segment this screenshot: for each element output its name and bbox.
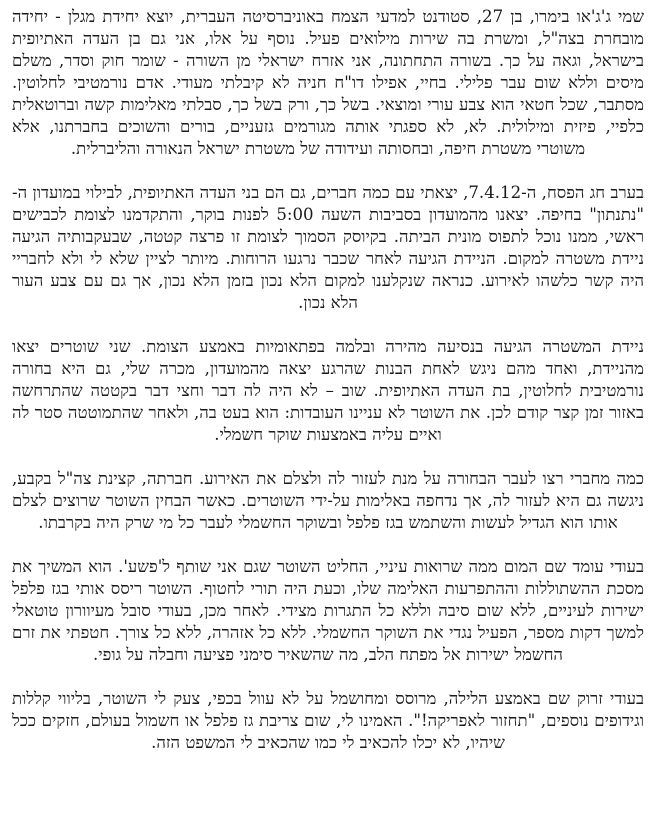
- paragraph-friends-help: כמה מחברי רצו לעבר הבחורה על מנת לעזור לה ולצלם את האירוע. חברתה, קצינת צה"ל בקבע, ניגשה גם היא לעזור לה, אך נדחפה באלימות על-ידי השוטרים. כאשר הבחין השוטר שרוצים לצלם אותו הוא הגדיל לעשות והשתמש בגז פלפל ובשוקר החשמלי לעבר כל מי שרק היה בקרבתו.: [12, 469, 644, 532]
- paragraph-closing: בעודי זרוק שם באמצע הלילה, מרוסס ומחושמל על לא עוול בכפי, צעק לי השוטר, בליווי קללות וגידופים נוספים, "תחזור לאפריקה!". האמינו לי, שום צריבת גז פלפל או חשמול בעולם, חזקים ככל שיהיו, לא יכלו להכאיב לי כמו שהכאיב לי המשפט הזה.: [12, 689, 644, 752]
- paragraph-intro: שמי ג'ג'או בימרו, בן 27, סטודנט למדעי הצמח באוניברסיטה העברית, יוצא יחידת מגלן - יחידה מובחרת בצה"ל, ומשרת בה שירות מילואים פעיל. נוסף על אלו, אני גם בן העדה האתיופית בישראל, וגאה על כך. בשורה התחתונה, אני אזרח ישראלי מן השורה - שומר חוק וסדר, משלם מיסים וללא שום עבר פלילי. בחיי, אפילו דו"ח חניה לא קיבלתי מעודי. אדם נורמטיבי לחלוטין. מסתבר, שכל חטאי הוא צבע עורי ומוצאי. בשל כך, ורק בשל כך, סבלתי מאלימות קשה וברוטאלית כלפיי, פיזית ומילולית. לא, לא ספגתי אותה מגורמים גזעניים, בורים והשוכים בחברתנו, אלא משוטרי משטרת חיפה, ובחסותה ועידודה של משטרת ישראל הנאורה והליברלית.: [12, 7, 644, 158]
- paragraph-pepper-spray: בעודי עומד שם המום ממה שרואות עיניי, החליט השוטר שגם אני שותף ל'פשע'. הוא המשיך את מסכת ההשתוללות וההתפרעות האלימה שלו, וכעת היה תורי לחטוף. השוטר ריסס אותי בגז פלפל ישירות לעיניים, ללא שום סיבה וללא כל התגרות מצידי. לאחר מכן, בעודי סובל מעיוורון טוטאלי למשך דקות מספר, הפעיל נגדי את השוקר החשמלי. ללא כל אזהרה, ללא כל צורך. חטפתי את זרם החשמל ישירות אל מפתח הלב, מה שהשאיר סימני פציעה וחבלה על גופי.: [12, 557, 644, 664]
- paragraph-police-arrival: ניידת המשטרה הגיעה בנסיעה מהירה ובלמה בפתאומיות באמצע הצומת. שני שוטרים יצאו מהניידת, ואחד מהם ניגש לאחת הבנות שהרגע יצאה מהמועדון, מכרה שלי, גם היא בחורה נורמטיבית לחלוטין, בת העדה האתיופית. שוב – לא היה לה דבר וחצי דבר בקטטה שהתרחשה באזור זמן קצר קודם לכן. את השוטר לא עניינו העובדות: הוא בעט בה, ולאחר שהתמוטטה סטר לה ואיים עליה באמצעות שוקר חשמלי.: [12, 337, 644, 444]
- paragraph-night-out: בערב חג הפסח, ה-7.4.12, יצאתי עם כמה חברים, גם הם בני העדה האתיופית, לבילוי במועדון ה-"נתנתון" בחיפה. יצאנו מהמועדון בסביבות השעה 5:00 לפנות בוקר, והתקדמנו לצומת לכבישים ראשי, ממנו נוכל לתפוס מונית הביתה. בקיוסק הסמוך לצומת זו פרצה קטטה, שבעקבותיה הגיעה ניידת משטרה למקום. הניידת הגיעה לאחר שכבר נרגעו הרוחות. מיותר לציין שלא לי ולא לחבריי היה קשר כלשהו לאירוע. כנראה שנקלענו למקום הלא נכון בזמן הלא נכון, אך גם עם צבע העור הלא נכון.: [12, 183, 644, 312]
